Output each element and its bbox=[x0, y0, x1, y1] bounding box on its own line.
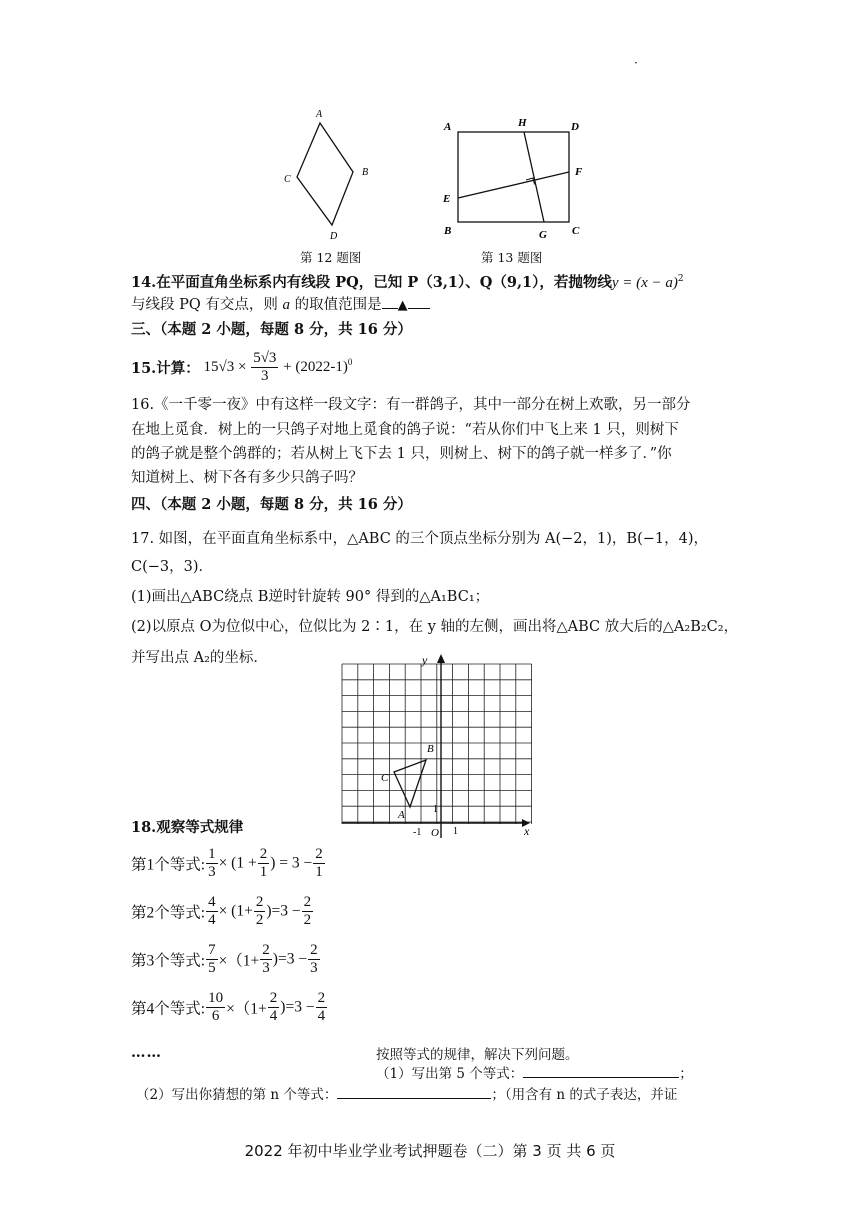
question-16-line-4: 知道树上、树下各有多少只鸽子吗？ bbox=[131, 470, 363, 486]
grid-origin: O bbox=[431, 827, 439, 839]
question-17-line-2: C(−3，3)． bbox=[131, 559, 214, 575]
equation-fraction-c bbox=[316, 990, 328, 1025]
grid-tick-pos1: 1 bbox=[453, 826, 458, 837]
question-17-part-2: (2)以原点 O为位似中心，位似比为 2∶1，在 y 轴的左侧，画出将△ABC 放大后的△A₂B₂C₂， bbox=[131, 619, 739, 635]
frac-num: 2 bbox=[262, 942, 270, 958]
figure-12-rhombus bbox=[280, 105, 380, 240]
q14-text-2b: 的取值范围是 bbox=[294, 297, 382, 313]
frac-den: 1 bbox=[259, 864, 268, 880]
fig13-label-c: C bbox=[572, 225, 580, 237]
q15-plus: + bbox=[283, 359, 292, 375]
fig13-label-h: H bbox=[518, 117, 527, 129]
grid-x-label: x bbox=[524, 824, 530, 838]
fig12-label-b: B bbox=[362, 167, 369, 178]
equation-fraction-c bbox=[302, 894, 314, 929]
rhombus-shape bbox=[297, 123, 353, 225]
q14-formula: y = (x − a) bbox=[611, 274, 678, 291]
page-footer: 2022 年初中毕业学业考试押题卷（二）第 3 页 共 6 页 bbox=[244, 1142, 616, 1160]
grid-label-a: A bbox=[398, 809, 405, 821]
equation-mid: × (1 + bbox=[218, 854, 257, 872]
frac-den: 3 bbox=[310, 960, 318, 976]
fig13-label-f: F bbox=[575, 166, 583, 178]
question-16-line-3: 的鸽子就是整个鸽群的；若从树上飞下去 1 只，则树上、树下的鸽子就一样多了．”你 bbox=[131, 446, 672, 462]
question-16-line-2: 在地上觅食．树上的一只鸽子对地上觅食的鸽子说：“若从你们中飞上来 1 只，则树下 bbox=[131, 422, 679, 438]
frac-num: 2 bbox=[269, 990, 278, 1006]
fig13-label-e: E bbox=[443, 193, 451, 205]
equation-close: )=3 − bbox=[266, 902, 301, 920]
q15-exponent: 0 bbox=[347, 356, 353, 367]
q18-part2-end: ；（用含有 n 的式子表达，并证 bbox=[491, 1087, 678, 1103]
q18-part2-text: （2）写出你猜想的第 n 个等式： bbox=[136, 1087, 338, 1103]
equation-row bbox=[131, 942, 321, 977]
question-14-line-2 bbox=[131, 295, 430, 316]
grid-label-c: C bbox=[381, 772, 389, 784]
y-axis-arrow bbox=[437, 654, 445, 663]
q15-fraction bbox=[251, 350, 278, 385]
equation-fraction-a bbox=[206, 846, 218, 881]
frac-den: 4 bbox=[269, 1008, 278, 1024]
equation-row bbox=[131, 894, 314, 929]
equation-fraction-c bbox=[308, 942, 320, 977]
frac-num: 2 bbox=[255, 894, 264, 910]
q18-part2-blank[interactable] bbox=[337, 1098, 491, 1099]
frac-num: 1 bbox=[208, 846, 216, 862]
rectangle-abcd bbox=[458, 132, 569, 222]
q18-part-1 bbox=[376, 1062, 693, 1082]
equation-fraction-c bbox=[313, 846, 325, 881]
grid-tick-y1: 1 bbox=[433, 804, 438, 815]
fig12-label-a: A bbox=[316, 109, 323, 120]
frac-den: 6 bbox=[211, 1008, 220, 1024]
q18-part1-end: ； bbox=[679, 1066, 693, 1082]
equation-fraction-b bbox=[268, 990, 280, 1025]
frac-den: 3 bbox=[208, 864, 216, 880]
equation-label: 第1个等式: bbox=[131, 856, 206, 874]
q18-part1-text: （1）写出第 5 个等式： bbox=[376, 1066, 524, 1082]
equation-fraction-b bbox=[254, 894, 266, 929]
fig13-label-a: A bbox=[444, 121, 452, 133]
fig13-label-g: G bbox=[539, 229, 547, 241]
grid-lines bbox=[342, 664, 532, 824]
question-17-part-1: (1)画出△ABC绕点 B逆时针旋转 90° 得到的△A₁BC₁； bbox=[131, 589, 490, 605]
q15-prefix: 15.计算： bbox=[131, 360, 200, 377]
q14-blank-left bbox=[382, 308, 398, 309]
equation-fraction-a bbox=[206, 990, 225, 1025]
frac-den: 2 bbox=[303, 912, 312, 928]
equation-fraction-b bbox=[260, 942, 272, 977]
fig13-label-b: B bbox=[444, 225, 452, 237]
equation-label: 第4个等式: bbox=[131, 1000, 206, 1018]
frac-den: 1 bbox=[315, 864, 323, 880]
frac-den: 4 bbox=[317, 1008, 326, 1024]
q14-blank-right bbox=[408, 308, 430, 309]
frac-num: 2 bbox=[310, 942, 318, 958]
q18-part1-blank[interactable] bbox=[523, 1077, 679, 1078]
equation-label: 第3个等式: bbox=[131, 952, 206, 970]
q18-part-2 bbox=[136, 1083, 677, 1103]
frac-num: 2 bbox=[303, 894, 312, 910]
equation-close: )=3 − bbox=[272, 950, 308, 968]
equation-row bbox=[131, 990, 328, 1025]
frac-den: 3 bbox=[262, 960, 270, 976]
section-3-heading: 三、（本题 2 小题，每题 8 分，共 16 分） bbox=[131, 321, 412, 338]
frac-den: 5 bbox=[208, 960, 216, 976]
coordinate-grid bbox=[336, 652, 536, 842]
equation-mid: ×（1+ bbox=[226, 1000, 267, 1018]
question-17-part-2b: 并写出点 A₂的坐标． bbox=[131, 650, 268, 666]
q15-term2: (2022-1) bbox=[295, 359, 348, 375]
q14-exponent: 2 bbox=[677, 274, 684, 284]
equation-row bbox=[131, 846, 326, 881]
segment-hg bbox=[524, 132, 544, 222]
q14-text-2a: 与线段 PQ 有交点，则 bbox=[131, 297, 278, 313]
top-mark: · bbox=[634, 56, 638, 70]
equation-mid: × (1+ bbox=[218, 902, 253, 920]
frac-den: 2 bbox=[255, 912, 264, 928]
section-4-heading: 四、（本题 2 小题，每题 8 分，共 16 分） bbox=[131, 496, 412, 513]
equation-close: ) = 3 − bbox=[270, 854, 313, 872]
q15-frac-num: 5√3 bbox=[253, 350, 277, 366]
triangle-icon: ▲ bbox=[397, 298, 408, 313]
q18-instruction: 按照等式的规律，解决下列问题。 bbox=[376, 1047, 579, 1063]
question-17-line-1: 17. 如图，在平面直角坐标系中，△ABC 的三个顶点坐标分别为 A(−2，1)，B(−1，4)， bbox=[131, 531, 708, 547]
fig13-label-d: D bbox=[571, 121, 579, 133]
q15-frac-den: 3 bbox=[261, 368, 269, 384]
equation-mid: ×（1+ bbox=[218, 952, 260, 970]
fig12-label-c: C bbox=[284, 174, 291, 185]
question-18-title: 18.观察等式规律 bbox=[131, 819, 244, 836]
frac-num: 2 bbox=[259, 846, 268, 862]
grid-tick-neg1: -1 bbox=[413, 827, 422, 838]
segment-ef bbox=[458, 172, 569, 198]
frac-num: 4 bbox=[208, 894, 216, 910]
grid-y-label: y bbox=[422, 653, 428, 667]
equation-label: 第2个等式: bbox=[131, 904, 206, 922]
figure-13-rectangle bbox=[438, 110, 593, 245]
grid-label-b: B bbox=[427, 743, 434, 755]
fig12-label-d: D bbox=[330, 231, 338, 240]
fig13-caption: 第 13 题图 bbox=[481, 250, 543, 265]
frac-num: 7 bbox=[208, 942, 216, 958]
question-15 bbox=[131, 350, 352, 385]
equation-fraction-a bbox=[206, 894, 218, 929]
q14-variable-a: a bbox=[282, 297, 290, 313]
equation-fraction-a bbox=[206, 942, 218, 977]
question-16-line-1: 16.《一千零一夜》中有这样一段文字：有一群鸽子，其中一部分在树上欢歌，另一部分 bbox=[131, 397, 691, 413]
equation-fraction-b bbox=[258, 846, 270, 881]
frac-num: 10 bbox=[208, 990, 224, 1006]
equation-close: )=3 − bbox=[280, 998, 315, 1016]
frac-num: 2 bbox=[317, 990, 326, 1006]
fig12-caption: 第 12 题图 bbox=[300, 250, 362, 265]
q15-term1: 15√3 × bbox=[203, 359, 247, 375]
frac-den: 4 bbox=[208, 912, 216, 928]
q14-text-1: 14.在平面直角坐标系内有线段 PQ，已知 P（3,1）、Q（9,1），若抛物线 bbox=[131, 273, 612, 291]
question-14-line-1 bbox=[131, 269, 684, 293]
frac-num: 2 bbox=[315, 846, 323, 862]
ellipsis: …… bbox=[131, 1044, 162, 1061]
